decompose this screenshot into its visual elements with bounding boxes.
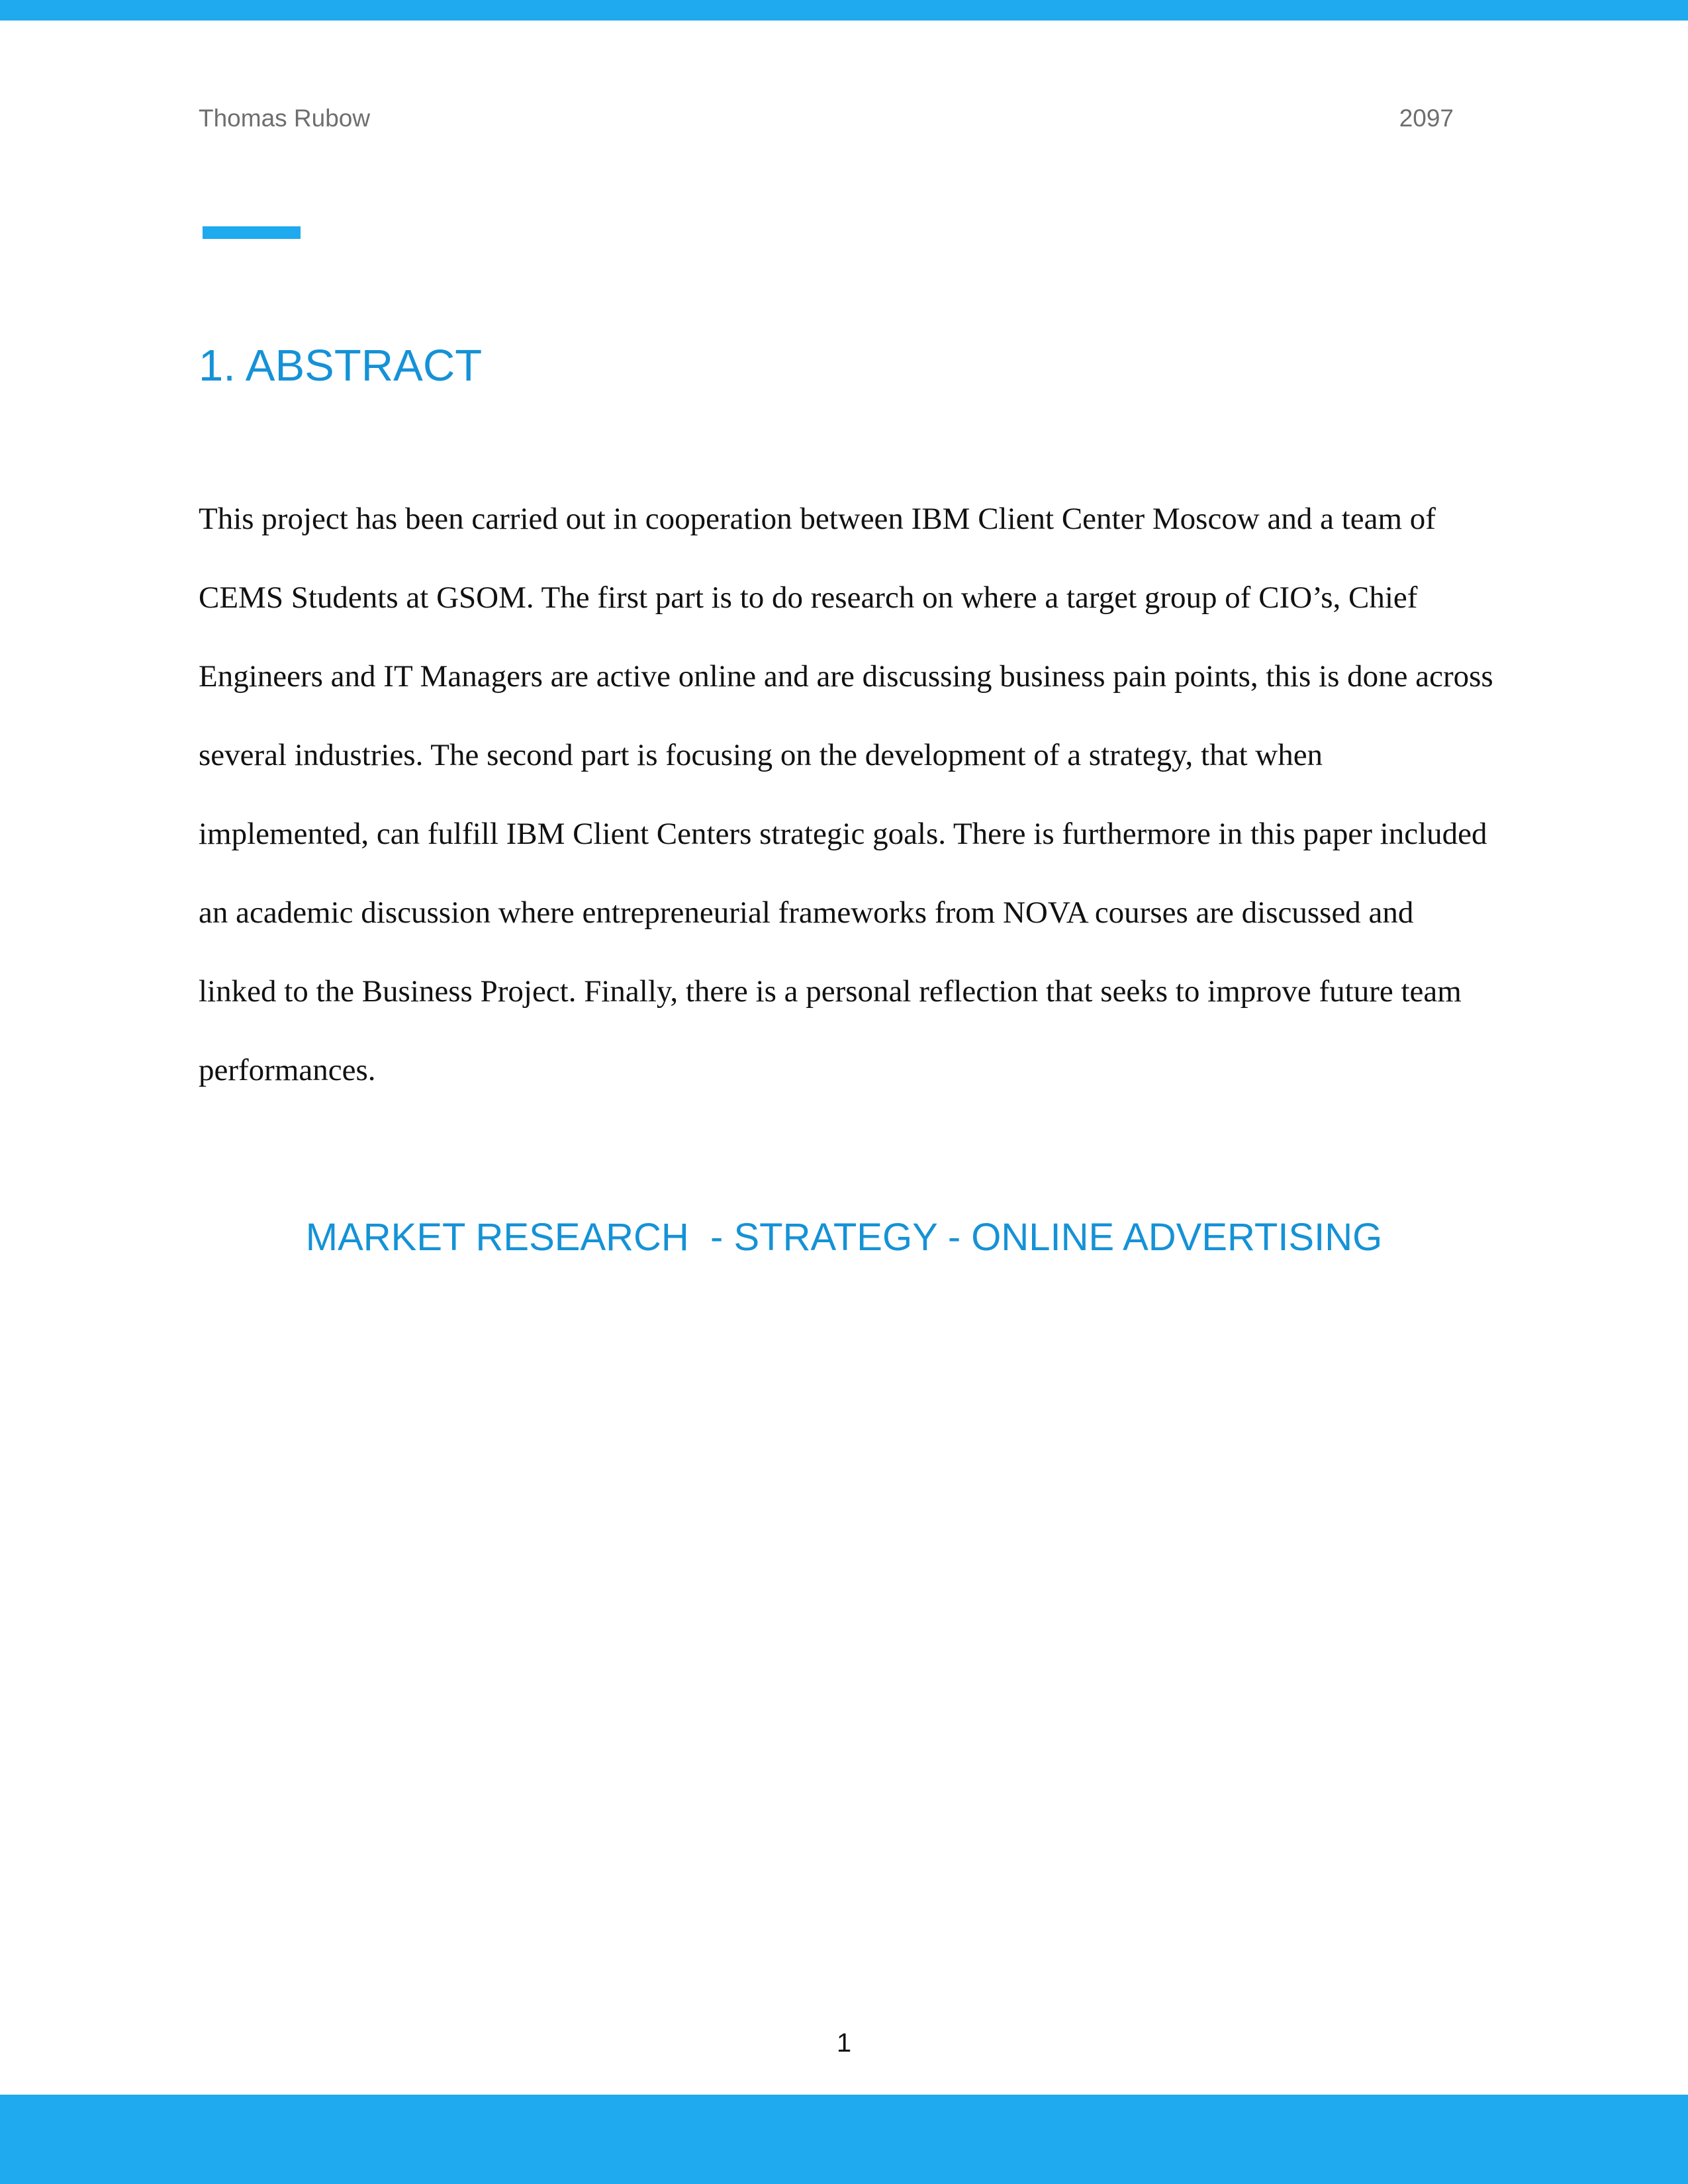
section-accent-bar	[203, 226, 301, 239]
header-author: Thomas Rubow	[199, 105, 371, 132]
page-number: 1	[836, 2028, 852, 2058]
abstract-paragraph: This project has been carried out in cooperation between IBM Client Center Moscow and a team of CEMS Students at GSOM. The first part is to do research on where a target group of CIO’s, Chief Engineers and IT Managers are active online and are discussing business pain points, this is done across several industries. The second part is focusing on the development of a strategy, that when implemented, can fulfill IBM Client Centers strategic goals. There is furthermore in this paper included an academic discussion where entrepreneurial frameworks from NOVA courses are discussed and linked to the Business Project. Finally, there is a personal reflection that seeks to improve future team performances.	[199, 502, 1493, 1087]
keywords-line: MARKET RESEARCH - STRATEGY - ONLINE ADVERTISING	[305, 1216, 1383, 1259]
bottom-accent-band	[0, 2095, 1688, 2184]
top-accent-band	[0, 0, 1688, 21]
header-number: 2097	[1399, 105, 1454, 132]
section-heading: 1. ABSTRACT	[199, 341, 483, 390]
